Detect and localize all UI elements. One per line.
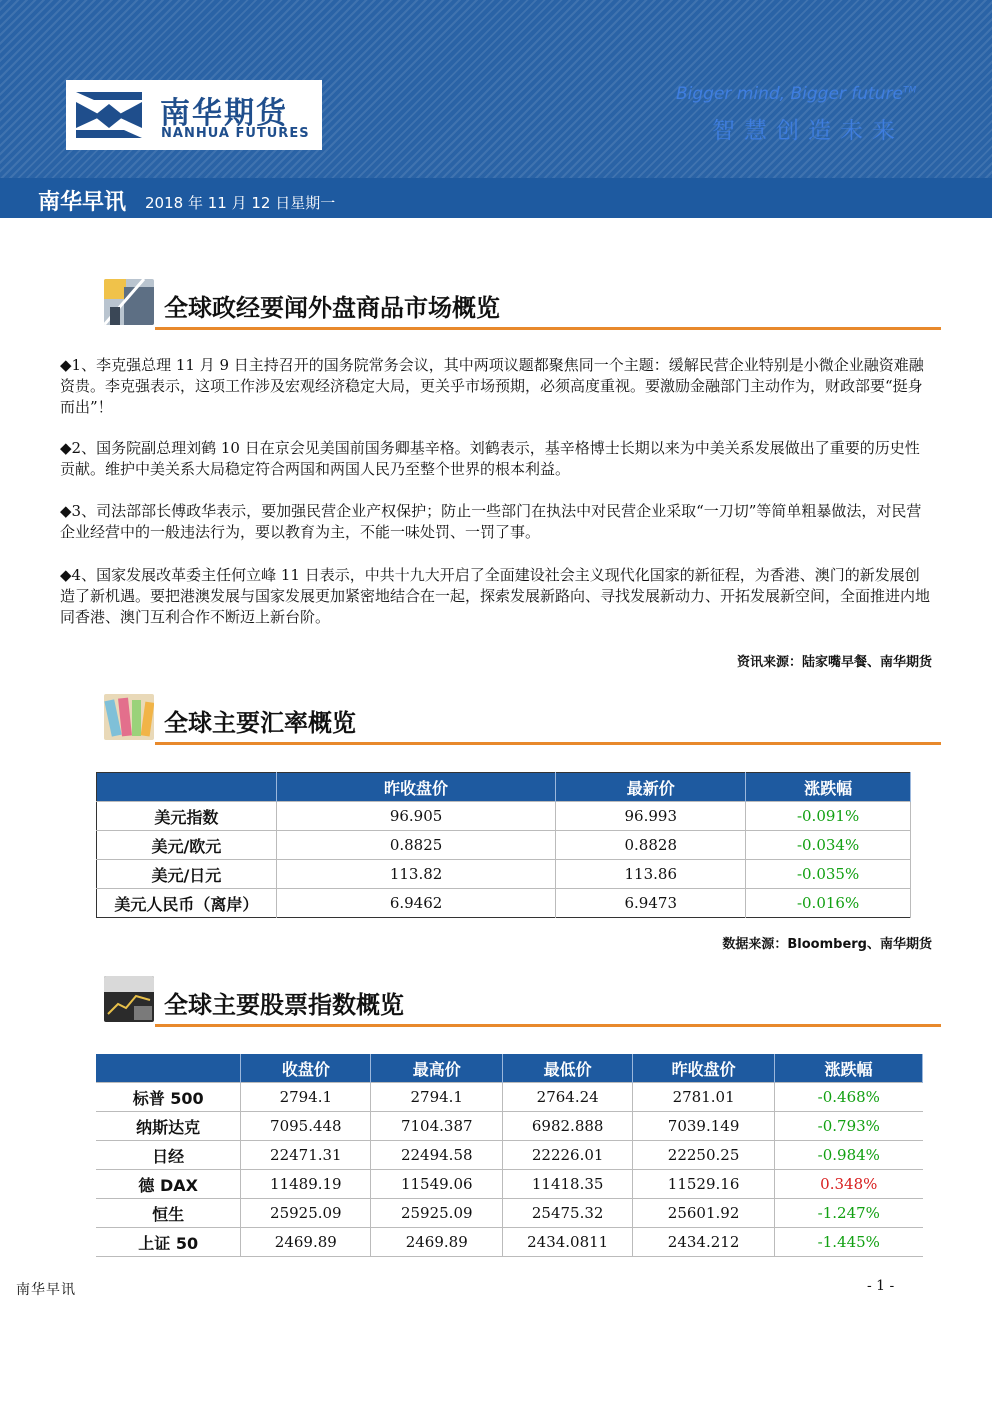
news-item: ◆3、司法部部长傅政华表示，要加强民营企业产权保护；防止一些部门在执法中对民营企业采取“一刀切”等简单粗暴做法，对民营企业经营中的一般违法行为，要以教育为主，不能一味处罚、一罚了事。 (60, 502, 922, 541)
slogan-chinese: 智慧创造未来 (712, 118, 904, 144)
change-cell: -0.468% (775, 1083, 923, 1112)
news-item: ◆1、李克强总理 11 月 9 日主持召开的国务院常务会议，其中两项议题都聚焦同一个主题：缓解民营企业特别是小微企业融资难融资贵。李克强表示，这项工作涉及宏观经济稳定大局，更关乎市场预期，必须高度重视。要激励金融部门主动作为，财政部要“挺身而出”！ (60, 356, 924, 416)
table-row (96, 1228, 923, 1257)
row-label: 纳斯达克 (96, 1112, 241, 1141)
news-item: ◆2、国务院副总理刘鹤 10 日在京会见美国前国务卿基辛格。刘鹤表示，基辛格博士长期以来为中美关系发展做出了重要的历史性贡献。维护中美关系大局稳定符合两国和两国人民乃至整个世界的根本利益。 (60, 439, 920, 478)
column-header (96, 1054, 241, 1083)
row-label: 日经 (96, 1141, 241, 1170)
row-label: 德 DAX (96, 1170, 241, 1199)
slogan-english: Bigger mind, Bigger future™ (676, 84, 917, 104)
change-cell: -0.984% (775, 1141, 923, 1170)
table-cell: 2781.01 (633, 1083, 775, 1112)
table-cell: 2794.1 (371, 1083, 503, 1112)
column-header: 最低价 (503, 1054, 633, 1083)
change-cell: -0.034% (746, 831, 911, 860)
table-cell: 2469.89 (371, 1228, 503, 1257)
change-cell: 0.348% (775, 1170, 923, 1199)
column-header: 涨跌幅 (775, 1054, 923, 1083)
table-row (96, 1141, 923, 1170)
table-row (96, 1170, 923, 1199)
stocks-section-divider (155, 1024, 941, 1027)
table-cell: 6.9462 (276, 889, 556, 918)
report-title: 南华早讯 (38, 190, 127, 215)
change-cell: -0.035% (746, 860, 911, 889)
table-header-row (96, 1054, 923, 1083)
table-cell: 22226.01 (503, 1141, 633, 1170)
table-row (97, 831, 911, 860)
table-cell: 22471.31 (241, 1141, 371, 1170)
table-row (96, 1083, 923, 1112)
row-label: 标普 500 (96, 1083, 241, 1112)
table-cell: 25925.09 (371, 1199, 503, 1228)
currency-source: 数据来源：Bloomberg、南华期货 (722, 937, 932, 952)
table-cell: 6982.888 (503, 1112, 633, 1141)
column-header: 最高价 (371, 1054, 503, 1083)
stocks-section-title: 全球主要股票指数概览 (164, 991, 404, 1019)
table-cell: 7095.448 (241, 1112, 371, 1141)
table-cell: 0.8828 (556, 831, 746, 860)
change-cell: -1.445% (775, 1228, 923, 1257)
change-cell: -0.091% (746, 802, 911, 831)
table-cell: 25925.09 (241, 1199, 371, 1228)
column-header: 昨收盘价 (276, 773, 556, 802)
change-cell: -0.016% (746, 889, 911, 918)
row-label: 美元/日元 (97, 860, 277, 889)
logo-english-text: NANHUA FUTURES (161, 126, 310, 141)
table-row (97, 889, 911, 918)
currency-table (96, 772, 911, 918)
table-cell: 11418.35 (503, 1170, 633, 1199)
table-cell: 11549.06 (371, 1170, 503, 1199)
change-cell: -1.247% (775, 1199, 923, 1228)
logo-mark-icon (72, 86, 146, 144)
news-section-icon (104, 279, 154, 325)
column-header: 最新价 (556, 773, 746, 802)
row-label: 恒生 (96, 1199, 241, 1228)
column-header: 收盘价 (241, 1054, 371, 1083)
table-cell: 25475.32 (503, 1199, 633, 1228)
report-date: 2018 年 11 月 12 日星期一 (145, 194, 336, 212)
column-header: 涨跌幅 (746, 773, 911, 802)
currency-section-title: 全球主要汇率概览 (164, 709, 356, 737)
row-label: 美元/欧元 (97, 831, 277, 860)
table-row (97, 802, 911, 831)
logo-chinese-text: 南华期货 (160, 96, 288, 131)
table-cell: 2794.1 (241, 1083, 371, 1112)
table-cell: 2434.0811 (503, 1228, 633, 1257)
page-number: - 1 - (867, 1278, 895, 1294)
table-row (96, 1112, 923, 1141)
table-cell: 0.8825 (276, 831, 556, 860)
table-cell: 2434.212 (633, 1228, 775, 1257)
table-cell: 96.905 (276, 802, 556, 831)
table-row (97, 860, 911, 889)
table-cell: 7039.149 (633, 1112, 775, 1141)
table-cell: 113.82 (276, 860, 556, 889)
stocks-section-icon (104, 976, 154, 1022)
currency-section-divider (155, 742, 941, 745)
news-item: ◆4、国家发展改革委主任何立峰 11 日表示，中共十九大开启了全面建设社会主义现代化国家的新征程，为香港、澳门的新发展创造了新机遇。要把港澳发展与国家发展更加紧密地结合在一起，探索发展新路向、寻找发展新动力、开拓发展新空间，全面推进内地同香港、澳门互利合作不断迈上新台阶。 (60, 566, 931, 626)
table-cell: 11489.19 (241, 1170, 371, 1199)
table-cell: 22250.25 (633, 1141, 775, 1170)
footer-title: 南华早讯 (16, 1282, 76, 1298)
table-header-row (97, 773, 911, 802)
news-section-title: 全球政经要闻外盘商品市场概览 (164, 294, 500, 322)
row-label: 美元人民币（离岸） (97, 889, 277, 918)
table-cell: 113.86 (556, 860, 746, 889)
news-section-divider (155, 327, 941, 330)
trademark-mark: TM (902, 85, 917, 96)
table-cell: 96.993 (556, 802, 746, 831)
table-cell: 7104.387 (371, 1112, 503, 1141)
table-cell: 2469.89 (241, 1228, 371, 1257)
report-title-bar (0, 178, 992, 218)
table-cell: 11529.16 (633, 1170, 775, 1199)
news-source: 资讯来源：陆家嘴早餐、南华期货 (736, 655, 932, 670)
table-cell: 22494.58 (371, 1141, 503, 1170)
table-row (96, 1199, 923, 1228)
table-cell: 25601.92 (633, 1199, 775, 1228)
header-banner (0, 0, 992, 178)
table-cell: 6.9473 (556, 889, 746, 918)
row-label: 美元指数 (97, 802, 277, 831)
currency-section-icon (104, 694, 154, 740)
row-label: 上证 50 (96, 1228, 241, 1257)
change-cell: -0.793% (775, 1112, 923, 1141)
stock-index-table (96, 1054, 923, 1257)
column-header: 昨收盘价 (633, 1054, 775, 1083)
table-cell: 2764.24 (503, 1083, 633, 1112)
nanhua-logo (66, 80, 322, 150)
column-header (97, 773, 277, 802)
